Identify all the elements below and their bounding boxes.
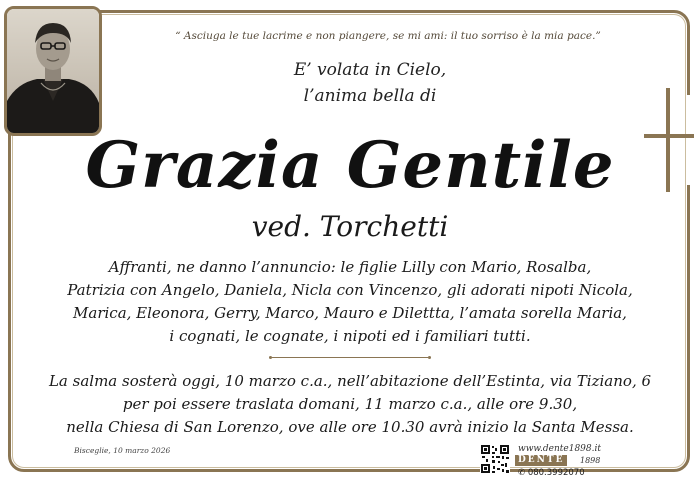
qr-code-icon[interactable] bbox=[480, 444, 510, 474]
intro-line-1: E’ volata in Cielo, bbox=[293, 60, 447, 80]
funeral-line: nella Chiesa di San Lorenzo, ove alle ore 10.30 avrà inizio la Santa Messa. bbox=[66, 418, 634, 436]
border-gap bbox=[686, 95, 696, 185]
announcement-line: Affranti, ne danno l’annuncio: le figlie Lilly con Mario, Rosalba, bbox=[108, 258, 592, 276]
ornamental-divider bbox=[272, 357, 428, 358]
memorial-quote: “ Asciuga le tue lacrime e non piangere, se mi ami: il tuo sorriso è la mia pace.” bbox=[175, 30, 601, 42]
funeral-home-logo: DENTE bbox=[515, 455, 567, 466]
funeral-details-text bbox=[40, 370, 660, 439]
deceased-name: Grazia Gentile bbox=[85, 128, 615, 203]
announcement-line: Marica, Eleonora, Gerry, Marco, Mauro e Dilettta, l’amata sorella Maria, bbox=[73, 304, 627, 322]
funeral-home-website[interactable]: www.dente1898.it bbox=[518, 444, 601, 454]
funeral-line: La salma sosterà oggi, 10 marzo c.a., nell’abitazione dell’Estinta, via Tiziano, 6 bbox=[48, 372, 652, 390]
announcement-line: Patrizia con Angelo, Daniela, Nicla con Vincenzo, gli adorati nipoti Nicola, bbox=[67, 281, 633, 299]
announcement-line: i cognati, le cognate, i nipoti ed i familiari tutti. bbox=[169, 327, 531, 345]
cross-icon bbox=[666, 88, 670, 192]
funeral-line: per poi essere traslata domani, 11 marzo c.a., alle ore 9.30, bbox=[122, 395, 578, 413]
intro-line-2: l’anima bella di bbox=[303, 86, 437, 106]
funeral-home-year: 1898 bbox=[580, 456, 601, 465]
place-and-date: Bisceglie, 10 marzo 2026 bbox=[74, 446, 171, 455]
widow-of-name: ved. Torchetti bbox=[251, 210, 449, 243]
funeral-home-phone: ✆ 080.3992070 bbox=[518, 468, 585, 478]
portrait-image bbox=[7, 9, 99, 133]
announcement-text bbox=[40, 256, 660, 348]
deceased-portrait-photo bbox=[4, 6, 102, 136]
qr-code-graphic bbox=[480, 444, 510, 474]
